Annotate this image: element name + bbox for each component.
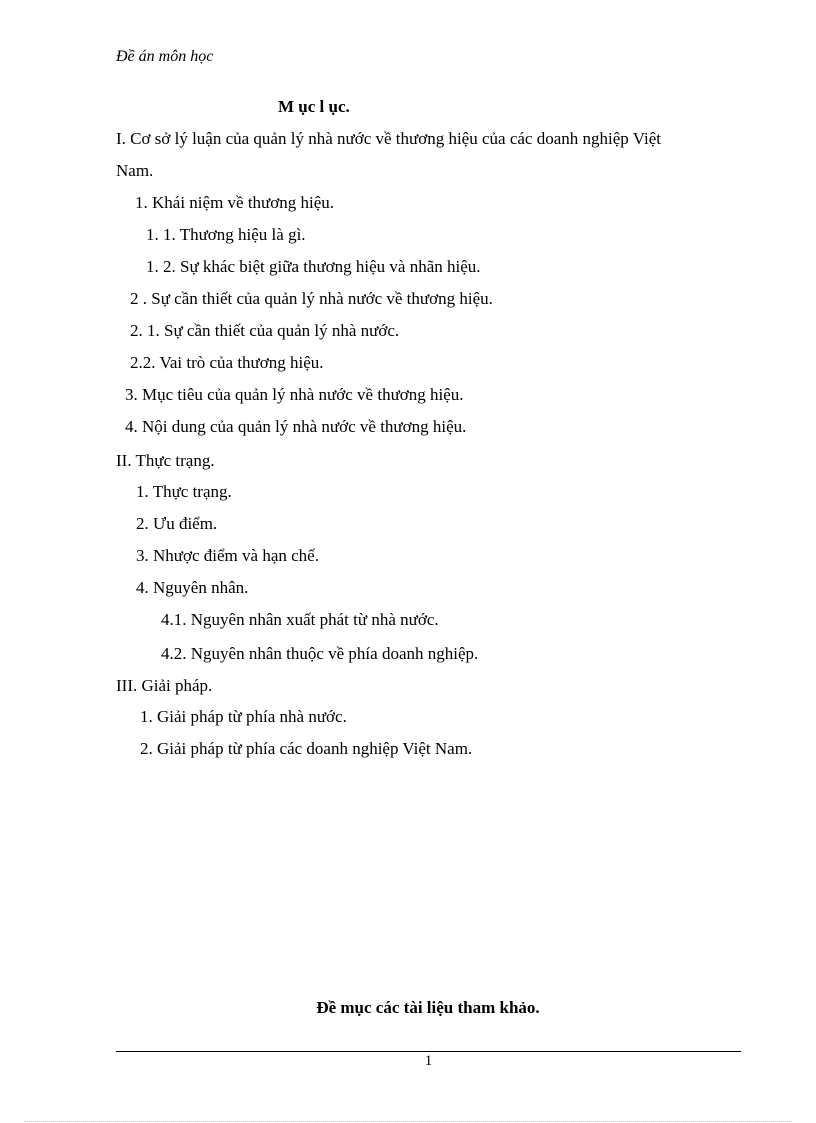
toc-item-1-2: 1. 2. Sự khác biệt giữa thương hiệu và nhãn hiệu. <box>146 257 481 276</box>
toc-item-ii-4-2: 4.2. Nguyên nhân thuộc về phía doanh nghiệp. <box>161 644 479 663</box>
toc-title: M ục l ục. <box>278 97 350 116</box>
toc-item-3: 3. Mục tiêu của quản lý nhà nước về thương hiệu. <box>125 385 464 404</box>
toc-item-iii-1: 1. Giải pháp từ phía nhà nước. <box>140 707 347 726</box>
toc-item-2: 2 . Sự cần thiết của quản lý nhà nước về thương hiệu. <box>130 289 493 308</box>
toc-item-1: 1. Khái niệm về thương hiệu. <box>135 193 335 212</box>
toc-item-ii-2: 2. Ưu điểm. <box>136 514 218 533</box>
toc-section-3: III. Giải pháp. <box>116 676 213 695</box>
toc-section-1-continued: Nam. <box>116 161 154 180</box>
footer-divider <box>116 1051 741 1052</box>
toc-item-2-2: 2.2. Vai trò của thương hiệu. <box>130 353 324 372</box>
toc-item-iii-2: 2. Giải pháp từ phía các doanh nghiệp Việt Nam. <box>140 739 473 758</box>
page-bottom-border <box>24 1121 792 1122</box>
toc-item-1-1: 1. 1. Thương hiệu là gì. <box>146 225 306 244</box>
page-header: Đề án môn học <box>116 48 214 65</box>
references-title: Đề mục các tài liệu tham khảo. <box>316 998 540 1017</box>
page-number: 1 <box>424 1053 433 1069</box>
toc-section-2: II. Thực trạng. <box>116 451 215 470</box>
toc-item-4: 4. Nội dung của quản lý nhà nước về thương hiệu. <box>125 417 467 436</box>
toc-item-ii-4-1: 4.1. Nguyên nhân xuất phát từ nhà nước. <box>161 610 439 629</box>
toc-item-ii-4: 4. Nguyên nhân. <box>136 578 249 597</box>
toc-item-ii-1: 1. Thực trạng. <box>136 482 232 501</box>
toc-item-2-1: 2. 1. Sự cần thiết của quản lý nhà nước. <box>130 321 400 340</box>
toc-item-ii-3: 3. Nhược điểm và hạn chế. <box>136 546 319 565</box>
toc-section-1: I. Cơ sở lý luận của quản lý nhà nước về thương hiệu của các doanh nghiệp Việt <box>116 129 661 148</box>
